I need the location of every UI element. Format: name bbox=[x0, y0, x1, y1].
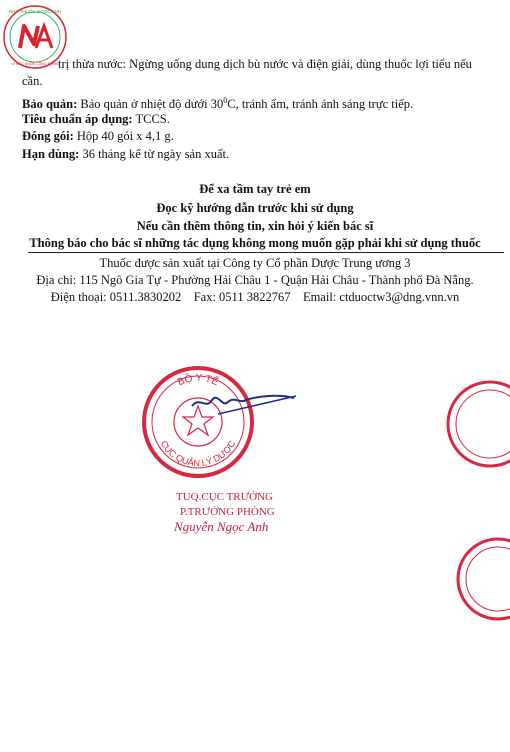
storage-label: Bảo quản: bbox=[22, 97, 78, 112]
maker-phone: Điện thoại: 0511.3830202 Fax: 0511 3822767 Email: ctduoctw3@dng.vnn.vn bbox=[50, 290, 460, 304]
signature-title-2: P.TRƯỞNG PHÒNG bbox=[180, 506, 275, 518]
signature-title-1: TUQ.CỤC TRƯỞNG bbox=[176, 491, 273, 503]
svg-text:VÌ SỨC KHỎE CỘNG ĐỒNG: VÌ SỨC KHỎE CỘNG ĐỒNG bbox=[11, 62, 59, 66]
svg-text:NHÀ THUỐC NGỌC ANH: NHÀ THUỐC NGỌC ANH bbox=[9, 9, 61, 14]
company-seal-partial-1 bbox=[420, 378, 510, 470]
standard-line bbox=[22, 111, 170, 127]
pack-line bbox=[22, 128, 174, 144]
storage-sup: 0 bbox=[223, 96, 228, 105]
storage-tail: C, tránh ẩm, tránh ánh sáng trực tiếp. bbox=[227, 97, 414, 112]
divider bbox=[28, 252, 504, 253]
signature-scribble bbox=[188, 384, 298, 424]
company-seal-partial-2 bbox=[430, 536, 510, 622]
seal-top-text: BỘ Y TẾ bbox=[176, 372, 220, 389]
standard-label: Tiêu chuẩn áp dụng: bbox=[22, 112, 133, 126]
signature-name: Nguyễn Ngọc Anh bbox=[174, 519, 269, 534]
pack-label: Đóng gói: bbox=[22, 129, 74, 143]
warning-read-guide: Đọc kỹ hướng dẫn trước khi sử dụng bbox=[156, 201, 354, 215]
warning-ask-doctor: Nếu cần thêm thông tin, xin hỏi ý kiến bác sĩ bbox=[136, 219, 374, 233]
warning-side-effects: Thông báo cho bác sĩ những tác dụng không mong muốn gặp phải khi sử dụng thuốc bbox=[29, 236, 481, 250]
storage-value: Bảo quản ở nhiệt độ dưới 30 bbox=[77, 97, 224, 112]
storage-line bbox=[22, 93, 413, 112]
pack-value: Hộp 40 gói x 4,1 g. bbox=[73, 129, 174, 143]
expiry-label: Hạn dùng: bbox=[22, 147, 80, 161]
maker-line: Thuốc được sản xuất tại Công ty Cổ phần Dược Trung ương 3 bbox=[99, 256, 411, 270]
svg-text:CỤC QUẢN LÝ DƯỢC bbox=[159, 438, 238, 468]
warning-children: Để xa tầm tay trẻ em bbox=[199, 182, 311, 196]
standard-value: TCCS. bbox=[132, 112, 170, 126]
maker-address: Địa chỉ: 115 Ngô Gia Tự - Phường Hải Châu 1 - Quận Hải Châu - Thành phố Đà Nẵng. bbox=[36, 273, 474, 287]
expiry-value: 36 tháng kể từ ngày sản xuất. bbox=[79, 147, 230, 161]
indication-line-cont: cần. bbox=[22, 74, 43, 88]
seal-bottom-text: CỤC QUẢN LÝ DƯỢC bbox=[158, 438, 238, 469]
indication-line: trị thừa nước: Ngừng uống dung dịch bù nước và điện giải, dùng thuốc lợi tiểu nếu bbox=[58, 57, 472, 71]
expiry-line bbox=[22, 146, 229, 162]
